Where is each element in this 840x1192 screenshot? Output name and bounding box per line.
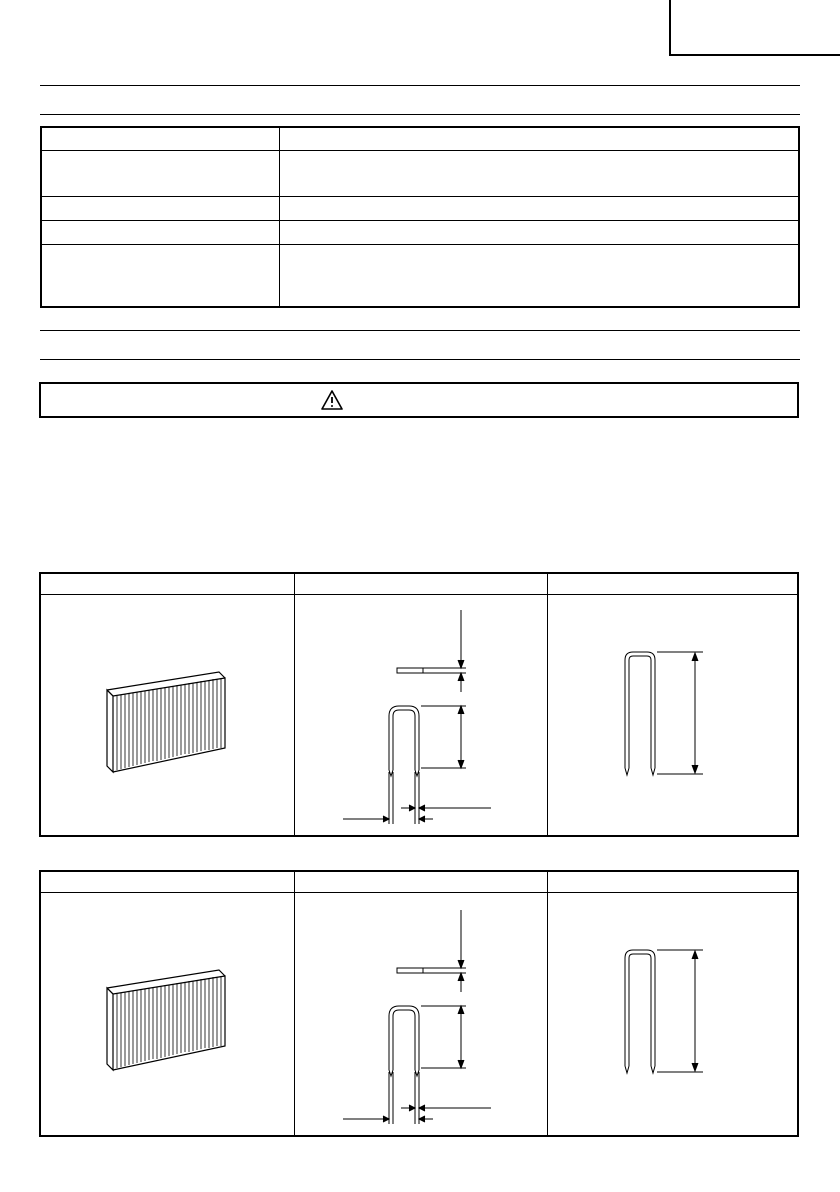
staple-length-diagram xyxy=(621,648,711,784)
column-divider xyxy=(547,872,548,1135)
spec-value xyxy=(280,196,800,220)
section-rule-specs xyxy=(40,114,800,115)
section-rule-top xyxy=(40,85,800,86)
spec-row xyxy=(41,150,799,196)
column-divider xyxy=(294,872,295,1135)
section-rule-fasteners-top xyxy=(40,330,800,331)
section-rule-fasteners-bottom xyxy=(40,359,800,360)
page-tab-box xyxy=(669,0,840,56)
spec-value xyxy=(280,244,800,307)
spec-value xyxy=(280,220,800,244)
staple-length-diagram xyxy=(621,946,711,1082)
warning-triangle-icon xyxy=(321,390,343,410)
staple-dimension-diagram xyxy=(341,910,501,1130)
spec-label xyxy=(41,150,280,196)
column-divider xyxy=(547,574,548,835)
spec-value xyxy=(280,127,800,150)
spec-row xyxy=(41,220,799,244)
staple-strip-illustration xyxy=(103,966,233,1076)
staple-table-1 xyxy=(39,572,799,837)
spec-row xyxy=(41,127,799,150)
staple-table-header xyxy=(41,872,797,893)
spec-label xyxy=(41,127,280,150)
spec-value xyxy=(280,150,800,196)
staple-table-2 xyxy=(39,870,799,1137)
staple-dimension-diagram xyxy=(341,610,501,830)
spec-label xyxy=(41,244,280,307)
column-divider xyxy=(294,574,295,835)
spec-label xyxy=(41,220,280,244)
spec-row xyxy=(41,196,799,220)
spec-row xyxy=(41,244,799,307)
staple-table-header xyxy=(41,574,797,595)
spec-label xyxy=(41,196,280,220)
specifications-table xyxy=(40,126,800,308)
staple-strip-illustration xyxy=(103,668,233,778)
warning-box xyxy=(39,382,799,418)
